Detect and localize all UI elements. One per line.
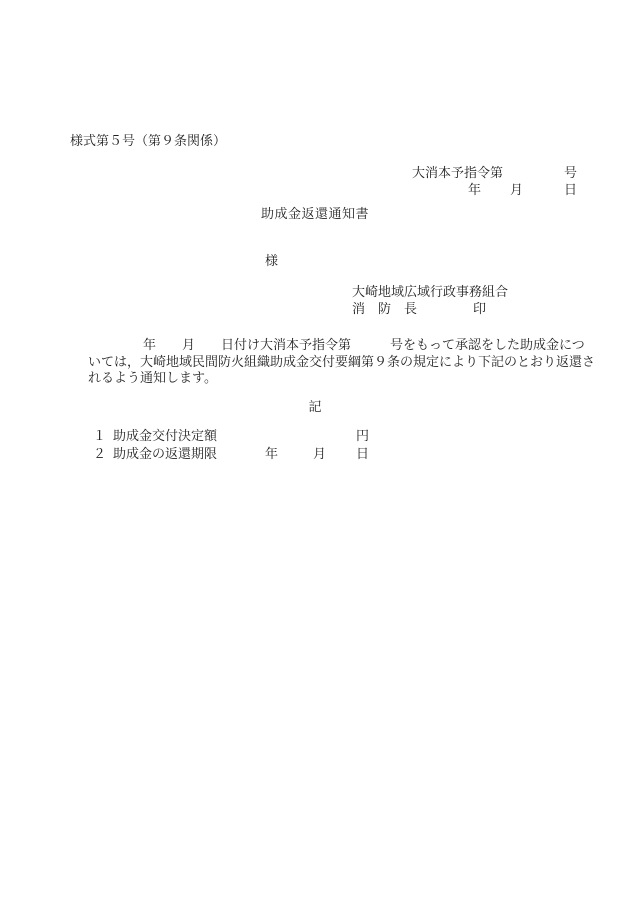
- item-1-unit-yen: 円: [356, 428, 370, 443]
- sender-post-title: 消 防 長: [352, 301, 418, 316]
- sender-organization: 大崎地域広域行政事務組合: [352, 284, 509, 299]
- item-1-number: １: [93, 428, 107, 443]
- item-2-number: ２: [93, 446, 107, 461]
- sender-seal-mark: 印: [473, 301, 487, 316]
- item-2-day-label: 日: [356, 446, 370, 461]
- body-paragraph-line-1: 年 月 日付け大消本予指令第 号をもって承認をした助成金につ: [143, 337, 585, 352]
- list-marker-ki: 記: [308, 399, 322, 414]
- body-paragraph-line-2: いては，大崎地域民間防火組織助成金交付要綱第９条の規定により下記のとおり返還さ: [88, 354, 596, 369]
- item-2-label: 助成金の返還期限: [113, 446, 218, 461]
- directive-number-prefix: 大消本予指令第: [412, 165, 504, 180]
- directive-number-suffix: 号: [564, 165, 578, 180]
- body-paragraph-line-3: れるよう通知します。: [88, 370, 217, 385]
- document-title: 助成金返還通知書: [260, 206, 369, 221]
- date-year-label: 年: [468, 182, 482, 197]
- item-2-year-label: 年: [265, 446, 279, 461]
- item-2-month-label: 月: [313, 446, 327, 461]
- form-number: 様式第５号（第９条関係）: [70, 133, 227, 148]
- date-month-label: 月: [510, 182, 524, 197]
- date-day-label: 日: [564, 182, 578, 197]
- item-1-label: 助成金交付決定額: [113, 428, 218, 443]
- addressee-suffix: 様: [265, 253, 279, 268]
